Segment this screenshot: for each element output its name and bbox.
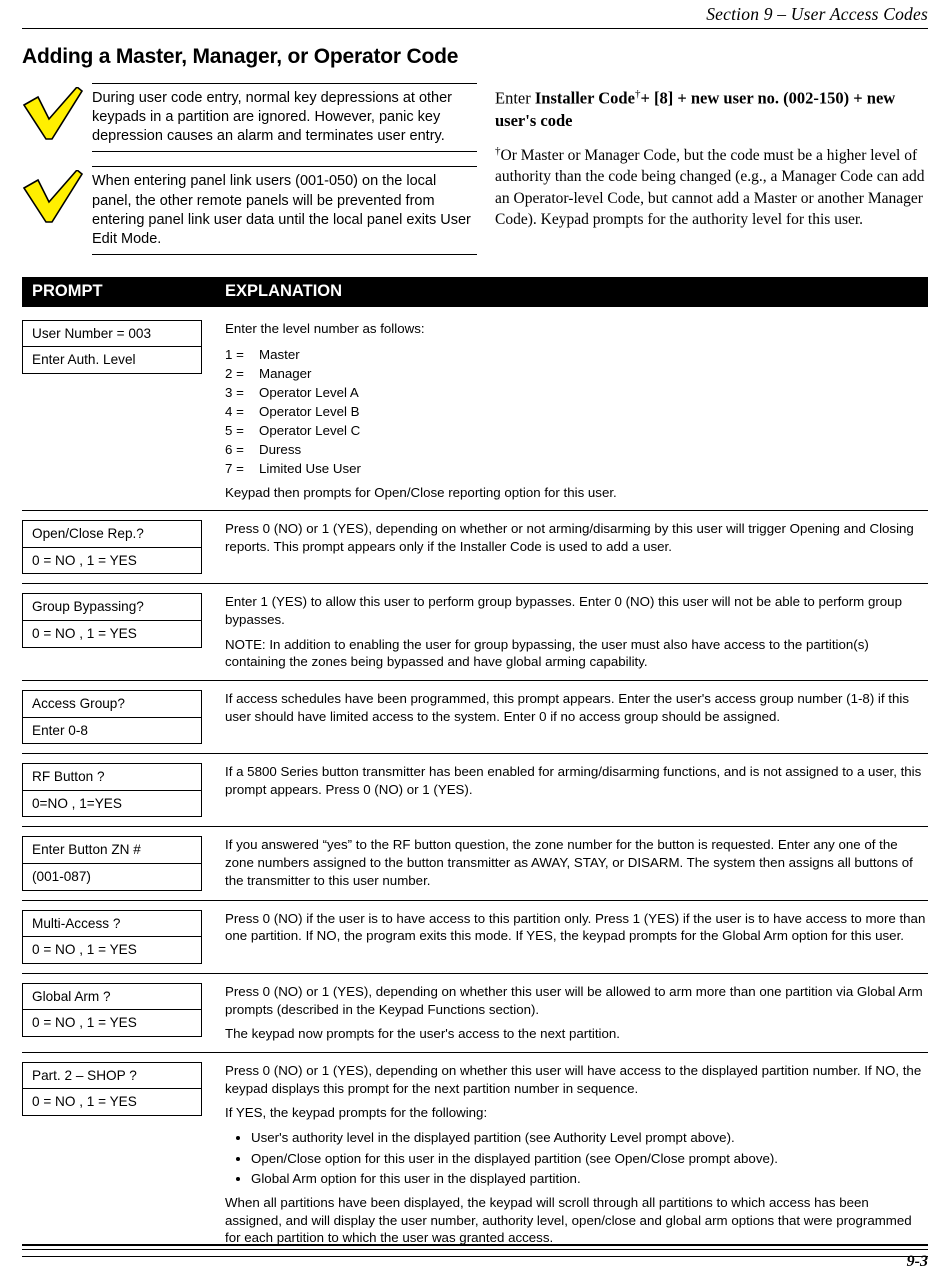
keypad-display-line: 0 = NO , 1 = YES (23, 1009, 201, 1036)
explanation-paragraph: Press 0 (NO) or 1 (YES), depending on whether this user will have access to the displayed partition number. If NO, the keypad displays this prompt for the next partition number in sequence. (225, 1062, 922, 1096)
keypad-display-line: Multi-Access ? (32, 915, 121, 931)
keypad-display-line: User Number = 003 (32, 325, 151, 341)
explanation-cell (218, 910, 928, 964)
list-item (225, 459, 928, 478)
footnote-dagger: † (495, 144, 501, 157)
level-number: 5 = (225, 422, 244, 438)
footer-divider-thin (22, 1249, 928, 1250)
keypad-display (22, 763, 202, 817)
list-item (225, 345, 928, 364)
level-label: Manager (259, 365, 312, 381)
table-row (22, 901, 928, 974)
keypad-display-line: Part. 2 – SHOP ? (32, 1067, 137, 1083)
page-footer (22, 1244, 928, 1271)
table-row (22, 754, 928, 827)
explanation-tail: When all partitions have been displayed, the keypad will scroll through all partitions to which access has been assigned, and will display the user number, authority level, open/close and global arm options that were programmed for each partition to which the user was granted access. (225, 1194, 912, 1246)
list-item (225, 364, 928, 383)
footnote-text: Or Master or Manager Code, but the code must be a higher level of authority than the code being changed (e.g., a Manager Code can add an Operator-level Code, but cannot add a Master or another Manager Code). Keypad prompts for the authority level for this user. (495, 146, 925, 228)
installer-code-label: Installer Code (534, 88, 635, 108)
note-item (22, 83, 477, 152)
keypad-display (22, 910, 202, 964)
level-label: Limited Use User (259, 460, 361, 476)
dagger-marker: † (634, 88, 641, 100)
instructions-column (495, 83, 928, 230)
section-title: Section 9 – User Access Codes (706, 4, 928, 24)
table-row (22, 974, 928, 1053)
table-row (22, 827, 928, 900)
list-item (225, 402, 928, 421)
explanation-paragraph: If access schedules have been programmed, this prompt appears. Enter the user's access group number (1-8) if this user should have limited access to the system. Enter 0 if no access group should be assigned. (225, 691, 909, 724)
table-row (22, 1053, 928, 1257)
level-number: 2 = (225, 365, 244, 381)
level-label: Duress (259, 441, 302, 457)
list-item: • Open/Close option for this user in the displayed partition (see Open/Close prompt above). (251, 1150, 928, 1168)
notes-column (22, 83, 477, 255)
keypad-display (22, 690, 202, 744)
note-body (92, 83, 477, 152)
prompt-cell (22, 593, 218, 671)
level-number: 4 = (225, 403, 244, 419)
keypad-display (22, 983, 202, 1037)
prompt-cell (22, 836, 218, 890)
authority-level-list (225, 345, 928, 478)
keypad-display (22, 836, 202, 890)
keypad-display (22, 320, 202, 374)
prompt-cell (22, 1062, 218, 1247)
prompt-cell (22, 320, 218, 501)
keypad-display-line: Group Bypassing? (32, 599, 144, 615)
explanation-paragraph: The keypad now prompts for the user's access to the next partition. (225, 1026, 620, 1042)
keypad-display-line: 0 = NO , 1 = YES (23, 547, 201, 574)
keypad-display (22, 520, 202, 574)
column-header-prompt: PROMPT (32, 281, 103, 300)
header-divider (22, 28, 928, 29)
keypad-display-line: (001-087) (23, 863, 201, 890)
keypad-display-line: RF Button ? (32, 769, 105, 785)
note-text: When entering panel link users (001-050) on the local panel, the other remote panels will be prevented from entering panel link user data until the local panel exits User Edit Mode. (92, 173, 471, 247)
level-number: 1 = (225, 346, 244, 362)
explanation-paragraph: If YES, the keypad prompts for the following: (225, 1105, 488, 1121)
list-item (225, 383, 928, 402)
table-header-row (22, 277, 928, 307)
level-label: Operator Level A (259, 384, 359, 400)
footer-divider-thick (22, 1244, 928, 1246)
table-row (22, 681, 928, 754)
note-item (22, 166, 477, 255)
level-label: Master (259, 346, 300, 362)
list-item: • Global Arm option for this user in the displayed partition. (251, 1170, 928, 1188)
keypad-display-line: Global Arm ? (32, 988, 111, 1004)
footnote (495, 144, 928, 231)
prompt-cell (22, 690, 218, 744)
list-item (225, 421, 928, 440)
keypad-display-line: 0=NO , 1=YES (23, 790, 201, 817)
keypad-display-line: Enter 0-8 (23, 717, 201, 744)
prompt-cell (22, 983, 218, 1043)
page-title: Adding a Master, Manager, or Operator Code (22, 45, 459, 68)
keypad-display-line: Open/Close Rep.? (32, 526, 144, 542)
list-item: • User's authority level in the displayed partition (see Authority Level prompt above). (251, 1129, 928, 1147)
explanation-paragraph: If a 5800 Series button transmitter has been enabled for arming/disarming functions, and is not assigned to a user, this prompt appears. Press 0 (NO) or 1 (YES). (225, 764, 922, 797)
keypad-display-line: 0 = NO , 1 = YES (23, 620, 201, 647)
top-section (22, 83, 928, 255)
yellow-check-icon (22, 170, 84, 226)
column-header-explanation: EXPLANATION (225, 281, 343, 300)
table-row (22, 584, 928, 681)
page-header (22, 0, 928, 25)
page-number: 9-3 (906, 1253, 928, 1270)
keypad-display-line: 0 = NO , 1 = YES (23, 1088, 201, 1115)
explanation-paragraph: Press 0 (NO) or 1 (YES), depending on whether this user will be allowed to arm more than one partition via Global Arm prompts (described in the Keypad Functions section). (225, 983, 923, 1017)
note-body (92, 166, 477, 255)
explanation-paragraph: Press 0 (NO) or 1 (YES), depending on whether or not arming/disarming by this user will trigger Opening and Closing reports. This prompt appears only if the Installer Code is used to add a user. (225, 521, 914, 554)
table-row (22, 511, 928, 584)
keypad-display-line: Enter Auth. Level (23, 346, 201, 373)
explanation-paragraph: Press 0 (NO) if the user is to have access to this partition only. Press 1 (YES) if the user is to have access to more than one partition. If NO, the program exits this mode. If YES, the keypad prompts for the Global Arm option for this user. (225, 910, 926, 944)
explanation-paragraph: If you answered “yes” to the RF button question, the zone number for the button is requested. Enter any one of the zone numbers assigned to the button transmitter as AWAY, STAY, or DISARM. The system then assigns all buttons of the transmitter to this user number. (225, 837, 913, 888)
note-text: During user code entry, normal key depressions at other keypads in a partition are ignored. However, panic key depression causes an alarm and terminates user entry. (92, 90, 452, 145)
level-number: 3 = (225, 384, 244, 400)
prompt-cell (22, 520, 218, 574)
explanation-intro: Enter the level number as follows: (225, 320, 425, 336)
keypad-display-line: Enter Button ZN # (32, 842, 141, 858)
explanation-note: NOTE: In addition to enabling the user for group bypassing, the user must also have access to the partition(s) containing the zones being bypassed and have global arming capability. (225, 636, 869, 670)
keypad-display-line: Access Group? (32, 696, 125, 712)
explanation-cell (218, 983, 928, 1043)
prompt-table (22, 277, 928, 1257)
prompt-cell (22, 763, 218, 817)
explanation-cell (218, 690, 928, 744)
table-row (22, 307, 928, 511)
level-number: 7 = (225, 460, 244, 476)
level-label: Operator Level C (259, 422, 361, 438)
explanation-cell (218, 836, 928, 890)
list-item (225, 440, 928, 459)
keypad-display (22, 1062, 202, 1116)
explanation-paragraph: Enter 1 (YES) to allow this user to perform group bypasses. Enter 0 (NO) this user will not be able to perform group bypasses. (225, 594, 902, 628)
prompt-bullet-list (225, 1129, 928, 1188)
explanation-cell (218, 593, 928, 671)
explanation-outro: Keypad then prompts for Open/Close reporting option for this user. (225, 484, 617, 500)
level-label: Operator Level B (259, 403, 360, 419)
yellow-check-icon (22, 87, 84, 143)
keypad-display-line: 0 = NO , 1 = YES (23, 936, 201, 963)
explanation-cell (218, 1062, 928, 1247)
entry-prefix: Enter (495, 88, 535, 108)
explanation-cell (218, 763, 928, 817)
explanation-cell (218, 520, 928, 574)
explanation-cell (218, 320, 928, 501)
prompt-cell (22, 910, 218, 964)
entry-instruction (495, 87, 928, 132)
level-number: 6 = (225, 441, 244, 457)
entry-sequence: + [8] + new user no. (002-150) + new user's code (495, 88, 896, 130)
keypad-display (22, 593, 202, 647)
